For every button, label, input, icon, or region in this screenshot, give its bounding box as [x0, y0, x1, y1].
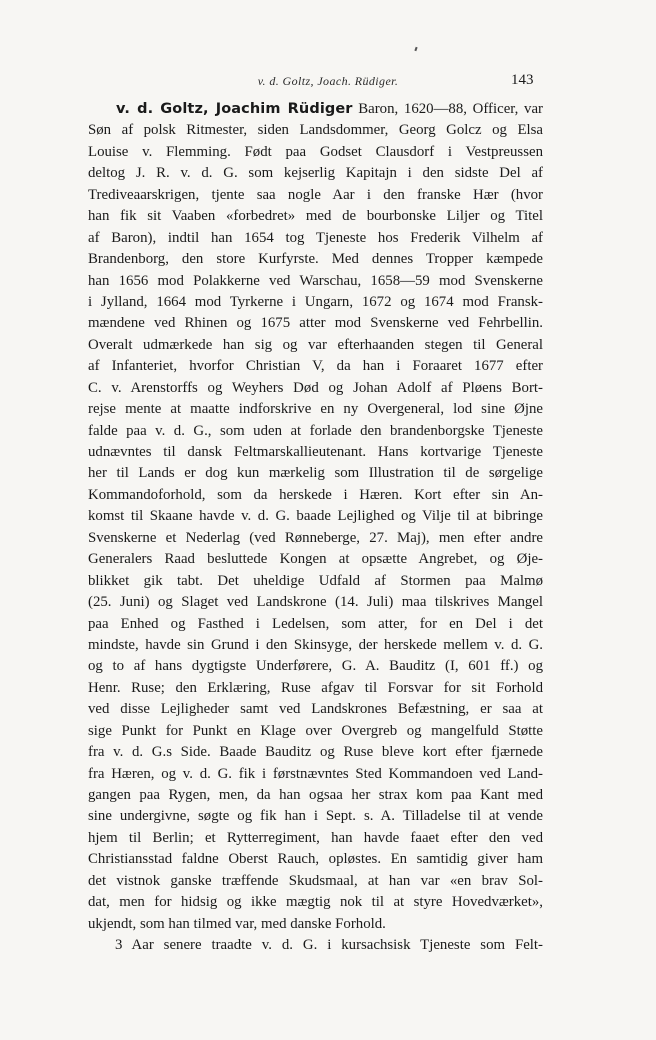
- entry-new-paragraph: 3 Aar senere traadte v. d. G. i kursachsisk Tjeneste som Felt-: [115, 937, 543, 954]
- entry-line: fra Hæren, og v. d. G. fik i førstnævntes Sted Kommandoen ved Land-: [88, 765, 543, 782]
- entry-line: Generalers Raad besluttede Kongen at opsætte Angrebet, og Øje-: [88, 551, 543, 568]
- entry-line: gangen paa Rygen, men, da han ogsaa her strax kom paa Kant med: [88, 787, 543, 803]
- entry-line: Trediveaarskrigen, tjente saa nogle Aar i den franske Hær (hvor: [88, 186, 543, 203]
- entry-line: hjem til Berlin; et Rytterregiment, han havde faaet efter den ved: [88, 829, 543, 846]
- entry-text: [88, 99, 543, 957]
- entry-line: Christiansstad faldne Oberst Rauch, opløstes. En samtidig giver ham: [88, 851, 543, 868]
- entry-line: falde paa v. d. G., som uden at forlade den brandenborgske Tjeneste: [88, 422, 543, 439]
- entry-line: han fik sit Vaaben «forbedret» med de bourbonske Liljer og Titel: [88, 208, 543, 225]
- entry-line: deltog J. R. v. d. G. som kejserlig Kapitajn i den sidste Del af: [88, 165, 543, 182]
- entry-line: sine undergivne, søgte og fik han i Sept. s. A. Tilladelse til at vende: [88, 808, 543, 825]
- entry-line: i Jylland, 1664 mod Tyrkerne i Ungarn, 1672 og 1674 mod Fransk-: [88, 293, 543, 310]
- entry-headword: v. d. Goltz, Joachim Rüdiger: [116, 101, 353, 117]
- entry-line: Baron, 1620—88, Officer, var: [352, 101, 543, 117]
- entry-line: her til Lands er dog kun mærkelig som Illustration til de sørgelige: [88, 465, 543, 482]
- entry-line: blikket gik tabt. Det uheldige Udfald af Stormen paa Malmø: [88, 572, 543, 589]
- entry-line: af Baron), indtil han 1654 tog Tjeneste hos Frederik Vilhelm af: [88, 229, 543, 246]
- entry-line: Brandenborg, den store Kurfyrste. Med dennes Tropper kæmpede: [88, 251, 543, 268]
- entry-line: udnævntes til dansk Feltmarskallieutenant. Hans kortvarige Tjeneste: [88, 444, 543, 460]
- entry-line: Overalt udmærkede han sig og var efterhaanden stegen til General: [88, 336, 543, 353]
- entry-line: paa Enhed og Fasthed i Ledelsen, som atter, for en Del i det: [88, 615, 543, 632]
- entry-line: Kommandoforhold, som da herskede i Hæren. Kort efter sin An-: [88, 486, 543, 503]
- entry-line: Søn af polsk Ritmester, siden Landsdommer, Georg Golcz og Elsa: [88, 122, 543, 139]
- entry-line: fra v. d. G.s Side. Baade Bauditz og Ruse bleve kort efter fjærnede: [88, 744, 543, 761]
- running-head: v. d. Goltz, Joach. Rüdiger.: [257, 74, 399, 88]
- entry-line: (25. Juni) og Slaget ved Landskrone (14. Juli) maa tilskrives Mangel: [88, 594, 543, 611]
- entry-line: mændene ved Rhinen og 1675 atter mod Svenskerne ved Fehrbellin.: [88, 315, 543, 332]
- entry-line: rejse mente at maatte indforskrive en ny Overgeneral, lod sine Øjne: [88, 401, 543, 418]
- page-number: 143: [511, 72, 534, 88]
- entry-line: Louise v. Flemming. Født paa Godset Clausdorf i Vestpreussen: [88, 143, 543, 160]
- entry-line: han 1656 mod Polakkerne ved Warschau, 1658—59 mod Svenskerne: [88, 272, 543, 289]
- entry-line: mindste, havde sin Grund i den Skinsyge, der herskede mellem v. d. G.: [88, 636, 543, 653]
- entry-line: komst til Skaane havde v. d. G. baade Lejlighed og Vilje til at bibringe: [88, 508, 543, 525]
- entry-line: sige Punkt for Punkt en Klage over Overgreb og mangelfuld Støtte: [88, 722, 543, 739]
- entry-line: ved disse Lejligheder samt ved Landskrones Befæstning, er saa at: [88, 701, 543, 718]
- ink-speck: [414, 47, 417, 51]
- entry-line: Svenskerne et Nederlag (ved Rønneberge, 27. Maj), men efter andre: [88, 529, 543, 546]
- entry-line: C. v. Arenstorffs og Weyhers Død og Johan Adolf af Pløens Bort-: [88, 379, 543, 396]
- entry-line: dat, men for hidsig og ikke mægtig nok til at styre Hovedværket»,: [88, 894, 543, 911]
- entry-line: af Infanteriet, hvorfor Christian V, da han i Foraaret 1677 efter: [88, 358, 543, 375]
- entry-first-line: [88, 99, 543, 120]
- entry-line: Henr. Ruse; den Erklæring, Ruse afgav til Forsvar for sit Forhold: [88, 679, 543, 696]
- entry-line: og to af hans dygtigste Underførere, G. A. Bauditz (I, 601 ff.) og: [88, 658, 543, 675]
- entry-paragraph-end: ukjendt, som han tilmed var, med danske Forhold.: [88, 915, 386, 932]
- entry-line: det vistnok ganske træffende Skudsmaal, at han var «en brav Sol-: [88, 872, 543, 889]
